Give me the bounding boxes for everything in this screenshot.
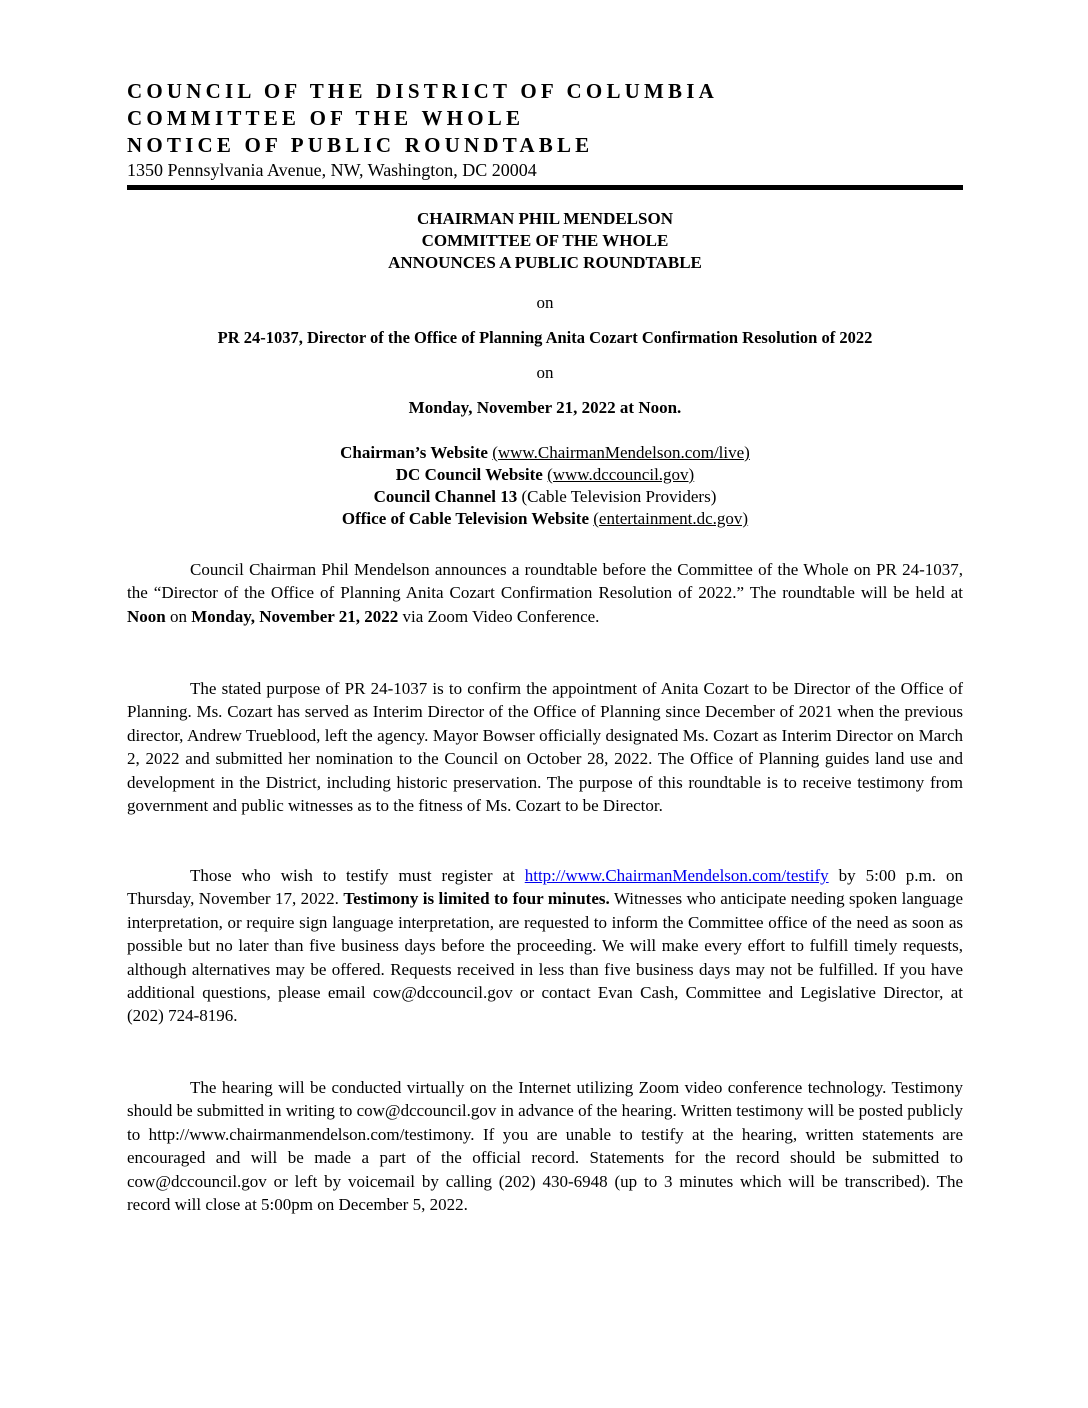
- letterhead-council: COUNCIL OF THE DISTRICT OF COLUMBIA: [127, 79, 718, 103]
- p3-text-b: by 5:00 p.m. on Thursday, November 17, 2022.: [127, 866, 963, 909]
- broadcast-detail: (Cable Television Providers): [521, 487, 717, 506]
- on-text-1: on: [536, 293, 554, 312]
- entertainment-link[interactable]: (entertainment.dc.gov): [593, 509, 749, 528]
- on-text-2: on: [536, 363, 554, 382]
- p1-text-e: via Zoom Video Conference.: [398, 606, 600, 626]
- announcement-committee: COMMITTEE OF THE WHOLE: [421, 231, 669, 250]
- p1-time: Noon: [127, 606, 166, 626]
- broadcast-list: [127, 442, 963, 530]
- roundtable-date: Monday, November 21, 2022 at Noon.: [408, 398, 682, 417]
- broadcast-item-cable-tv-website: [127, 508, 963, 530]
- letterhead: [127, 78, 963, 182]
- announcement-roundtable: ANNOUNCES A PUBLIC ROUNDTABLE: [388, 253, 702, 272]
- letterhead-committee: COMMITTEE OF THE WHOLE: [127, 106, 525, 130]
- p1-text-c: on: [165, 606, 192, 626]
- paragraph-announcement: [127, 558, 963, 628]
- dccouncil-link[interactable]: (www.dccouncil.gov): [547, 465, 695, 484]
- broadcast-label: Office of Cable Television Website: [341, 509, 590, 528]
- p3-text-a: Those who wish to testify must register at: [190, 866, 525, 885]
- measure-title: PR 24-1037, Director of the Office of Planning Anita Cozart Confirmation Resolution of 2022: [217, 328, 873, 347]
- p3-time-limit: Testimony is limited to four minutes.: [343, 889, 610, 909]
- letterhead-address: 1350 Pennsylvania Avenue, NW, Washington, DC 20004: [127, 160, 537, 180]
- p1-date: Monday, November 21, 2022: [191, 606, 399, 626]
- paragraph-registration: [127, 864, 963, 1028]
- broadcast-item-chairman-website: [127, 442, 963, 464]
- p1-text-a: Council Chairman Phil Mendelson announces a roundtable before the Committee of the Whole on PR 24-1037, the “Director of the Office of Planning Anita Cozart Confirmation Resolution of 2022.” The roundtable will be held at: [127, 560, 963, 603]
- broadcast-item-council-website: [127, 464, 963, 486]
- paragraph-virtual-hearing: The hearing will be conducted virtually on the Internet utilizing Zoom video conference technology. Testimony should be submitted in writing to cow@dccouncil.gov in advance of the hearing. Written testimony will be posted publicly to http://www.chairmanmendelson.com/testimony. If you are unable to testify at the hearing, written statements are encouraged and will be made a part of the official record. Statements for the record should be submitted to cow@dccouncil.gov or left by voicemail by calling (202) 430-6948 (up to 3 minutes which will be transcribed). The record will close at 5:00pm on December 5, 2022.: [127, 1078, 963, 1215]
- paragraph-purpose: The stated purpose of PR 24-1037 is to confirm the appointment of Anita Cozart to be Director of the Office of Planning. Ms. Cozart has served as Interim Director of the Office of Planning since December of 2021 when the previous director, Andrew Trueblood, left the agency. Mayor Bowser officially designated Ms. Cozart as Interim Director on March 2, 2022 and submitted her nomination to the Council on October 28, 2022. The Office of Planning guides land use and development in the District, including historic preservation. The purpose of this roundtable is to receive testimony from government and public witnesses as to the fitness of Ms. Cozart to be Director.: [127, 679, 963, 816]
- broadcast-label: Chairman’s Website: [340, 443, 488, 462]
- header-divider: [127, 185, 963, 190]
- announcement-chairman: CHAIRMAN PHIL MENDELSON: [417, 209, 673, 228]
- chairman-live-link[interactable]: (www.ChairmanMendelson.com/live): [492, 443, 750, 462]
- letterhead-notice: NOTICE OF PUBLIC ROUNDTABLE: [127, 133, 594, 157]
- broadcast-item-channel-13: [127, 486, 963, 508]
- broadcast-label: Council Channel 13: [373, 487, 518, 506]
- p3-text-c: Witnesses who anticipate needing spoken language interpretation, or require sign language interpretation, are requested to inform the Committee office of the need as soon as possible but no later than five business days before the proceeding. We will make every effort to fulfill timely requests, although alternatives may be offered. Requests received in less than five business days may not be fulfilled. If you have additional questions, please email cow@dccouncil.gov or contact Evan Cash, Committee and Legislative Director, at (202) 724-8196.: [127, 889, 963, 1026]
- testify-link[interactable]: http://www.ChairmanMendelson.com/testify: [524, 866, 829, 885]
- broadcast-label: DC Council Website: [395, 465, 543, 484]
- announcement-heading: [127, 208, 963, 274]
